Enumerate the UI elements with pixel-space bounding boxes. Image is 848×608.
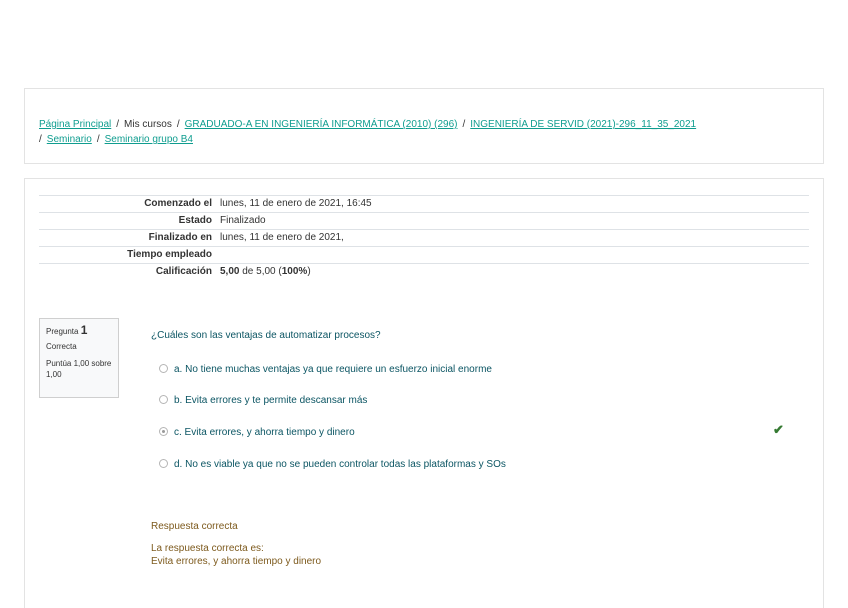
finished-label: Finalizado en (39, 230, 217, 247)
breadcrumb-my-courses: Mis cursos (124, 119, 172, 130)
summary-row-state (39, 213, 809, 230)
started-value: lunes, 11 de enero de 2021, 16:45 (217, 196, 809, 213)
grade-score: 5,00 (220, 266, 240, 277)
answer-option-d[interactable] (159, 459, 506, 470)
breadcrumb (39, 117, 809, 147)
answer-option-b-label: b. Evita errores y te permite descansar más (174, 395, 368, 406)
answer-option-a-label: a. No tiene muchas ventajas ya que requiere un esfuerzo inicial enorme (174, 364, 492, 375)
question-number-value: 1 (80, 323, 88, 337)
breadcrumb-degree-link[interactable]: GRADUADO-A EN INGENIERÍA INFORMÁTICA (2010) (296) (184, 119, 458, 130)
answer-option-c-label: c. Evita errores, y ahorra tiempo y dinero (174, 427, 355, 438)
breadcrumb-separator: / (176, 119, 180, 130)
started-label: Comenzado el (39, 196, 217, 213)
breadcrumb-separator: / (96, 134, 100, 145)
question-number (46, 325, 112, 337)
breadcrumb-seminar-group-link[interactable]: Seminario grupo B4 (104, 134, 193, 145)
grade-percent: 100% (281, 266, 308, 277)
question-score: Puntúa 1,00 sobre 1,00 (46, 359, 112, 379)
radio-c[interactable] (159, 427, 168, 436)
radio-b[interactable] (159, 395, 168, 404)
state-value: Finalizado (217, 213, 809, 230)
breadcrumb-card (24, 88, 824, 164)
question-status: Correcta (46, 342, 77, 351)
answer-option-c[interactable] (159, 427, 355, 438)
answer-option-b[interactable] (159, 395, 367, 406)
time-value (217, 247, 809, 264)
question-text: ¿Cuáles son las ventajas de automatizar procesos? (151, 330, 381, 341)
state-label: Estado (39, 213, 217, 230)
breadcrumb-course-link[interactable]: INGENIERÍA DE SERVID (2021)-296_11_35_2021 (470, 119, 697, 130)
radio-a[interactable] (159, 364, 168, 373)
finished-value: lunes, 11 de enero de 2021, (217, 230, 809, 247)
quiz-review-card (24, 178, 824, 608)
summary-row-finished (39, 230, 809, 247)
radio-d[interactable] (159, 459, 168, 468)
breadcrumb-seminar-link[interactable]: Seminario (46, 134, 92, 145)
grade-mid: de 5,00 ( (239, 266, 282, 277)
check-icon: ✔ (773, 422, 784, 437)
breadcrumb-home-link[interactable]: Página Principal (39, 119, 112, 130)
question-prefix: Pregunta (46, 327, 79, 336)
grade-value (217, 264, 809, 281)
breadcrumb-separator: / (39, 134, 42, 145)
answer-option-d-label: d. No es viable ya que no se pueden controlar todas las plataformas y SOs (174, 459, 506, 470)
answer-option-a[interactable] (159, 364, 492, 375)
attempt-summary-table (39, 195, 809, 280)
feedback-result: Respuesta correcta (151, 521, 238, 532)
correct-answer-text: Evita errores, y ahorra tiempo y dinero (151, 556, 322, 567)
summary-row-started (39, 196, 809, 213)
summary-row-time (39, 247, 809, 264)
feedback-correct-answer (151, 542, 321, 568)
breadcrumb-separator: / (116, 119, 120, 130)
summary-row-grade (39, 264, 809, 281)
grade-end: ) (307, 266, 311, 277)
breadcrumb-separator: / (462, 119, 466, 130)
question-info-box (39, 318, 119, 398)
correct-answer-label: La respuesta correcta es: (151, 543, 264, 554)
grade-label: Calificación (39, 264, 217, 281)
time-label: Tiempo empleado (39, 247, 217, 264)
